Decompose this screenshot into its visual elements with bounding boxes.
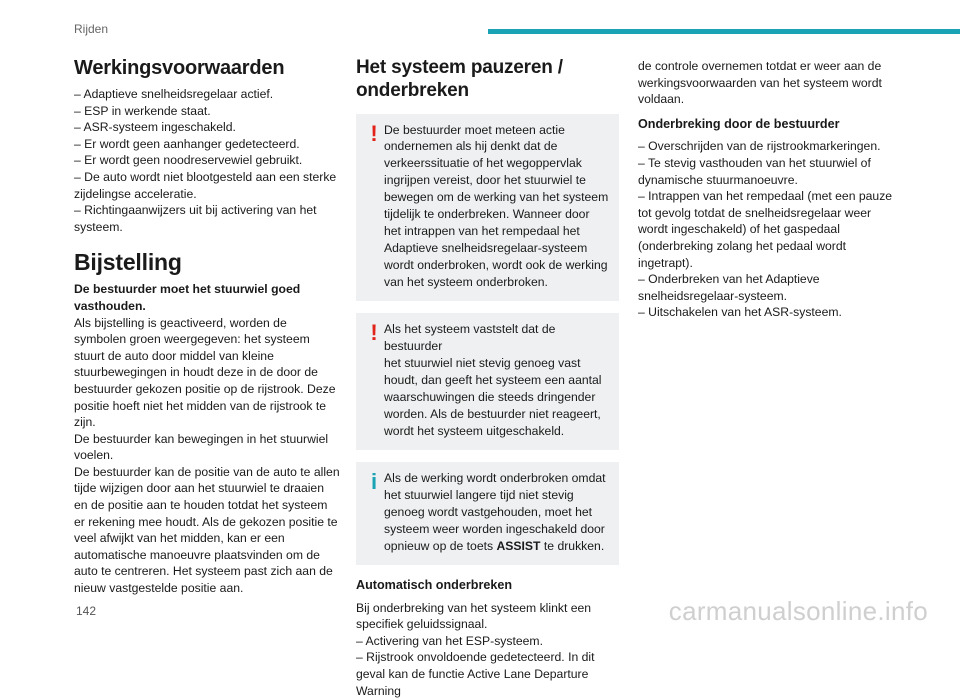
box-lead: De bestuurder moet meteen actie (384, 123, 565, 137)
column-middle (356, 56, 619, 699)
paragraph: Bij onderbreking van het systeem klinkt een specifiek geluidssignaal. (356, 600, 592, 632)
box-lead: Als het systeem vaststelt dat de bestuurder (384, 322, 556, 353)
list-item: – Uitschakelen van het ASR-systeem. (638, 305, 842, 320)
box-text: het stuurwiel niet stevig genoeg vast houdt, dan geeft het systeem een aantal waarschuwingen die steeds dringender worden. Als de bestuurder niet reageert, wordt het systeem uitgeschakeld. (384, 356, 602, 438)
list-item: – Er wordt geen noodreservewiel gebruikt. (74, 153, 303, 168)
column-left (74, 56, 340, 597)
list-item: – Intrappen van het rempedaal (met een pauze tot gevolg totdat de snelheidsregelaar weer wordt ingeschakeld) of het gaspedaal (onderbreking zolang het pedaal wordt ingetrapt). (638, 189, 893, 270)
subheading-automatisch: Automatisch onderbreken (356, 578, 513, 592)
warning-icon: ! (370, 320, 378, 345)
warning-box (356, 313, 619, 450)
paragraph: De bestuurder kan de positie van de auto te allen tijde wijzigen door aan het stuurwiel te draaien en de positie aan te houden totdat het systeem er rekening mee houdt. Als de gekozen positie te veel afwijkt van het midden, kan er een automatische manoeuvre plaatsvinden om de auto te centreren. Het systeem past zich aan de nieuw vastgestelde positie aan. (74, 464, 340, 596)
spacer (74, 235, 340, 249)
column-right (638, 58, 900, 321)
list-item: – Rijstrook onvoldoende gedetecteerd. In dit geval kan de functie Active Lane Departure Warning (356, 650, 595, 698)
warning-box (356, 114, 619, 301)
list-item: – ESP in werkende staat. (74, 103, 211, 118)
list-item: – Adaptieve snelheidsregelaar actief. (74, 87, 274, 101)
section-header: Rijden (74, 22, 109, 36)
list-item: – De auto wordt niet blootgesteld aan een sterke zijdelingse acceleratie. (74, 169, 337, 201)
list-item: – Overschrijden van de rijstrookmarkeringen. (638, 139, 881, 154)
info-box (356, 462, 619, 565)
list-item: – Activering van het ESP-systeem. (356, 633, 543, 648)
header-accent-bar (488, 29, 960, 34)
paragraph: De bestuurder kan bewegingen in het stuurwiel voelen. (74, 431, 329, 463)
list-item: – ASR-systeem ingeschakeld. (74, 120, 236, 135)
assist-key-label: ASSIST (496, 539, 541, 553)
box-text-pre: het stuurwiel langere tijd niet stevig genoeg wordt vastgehouden, moet het systeem weer worden ingeschakeld door opnieuw op de toets (384, 488, 605, 553)
list-item: – Richtingaanwijzers uit bij activering van het systeem. (74, 203, 317, 234)
list-item: – Er wordt geen aanhanger gedetecteerd. (74, 136, 300, 151)
watermark-text: carmanualsonline.info (668, 596, 928, 626)
conditions-list (74, 86, 340, 235)
continuation-text: de controle overnemen totdat er weer aan de werkingsvoorwaarden van het systeem wordt voldaan. (638, 59, 882, 107)
box-lead: Als de werking wordt onderbroken omdat (384, 471, 606, 485)
heading-bijstelling: Bijstelling (74, 249, 182, 276)
info-icon: i (370, 469, 378, 494)
paragraph: Als bijstelling is geactiveerd, worden de symbolen groen weergegeven: het systeem stuurt de auto door middel van kleine stuurbewegingen in houdt deze in de door de bestuurder gekozen positie op de rijstrook. Deze positie hoeft niet het midden van de rijstrook te zijn. (74, 315, 336, 430)
spacer (638, 108, 900, 116)
bold-intro: De bestuurder moet het stuurwiel goed vasthouden. (74, 282, 301, 313)
box-text-post: te drukken. (543, 539, 605, 553)
page-number: 142 (76, 604, 97, 618)
warning-icon: ! (370, 121, 378, 146)
subheading-onderbreking: Onderbreking door de bestuurder (638, 116, 840, 131)
box-text: ondernemen als hij denkt dat de verkeerssituatie of het wegoppervlak ingrijpen vereist, door het stuurwiel te bewegen om de werking van het systeem tijdelijk te onderbreken. Wanneer door het intrappen van het rempedaal het Adaptieve snelheidsregelaar-systeem wordt onderbroken, wordt ook de werking van het systeem onderbroken. (384, 139, 609, 289)
box-text (366, 487, 609, 555)
list-item: – Onderbreken van het Adaptieve snelheidsregelaar-systeem. (638, 272, 820, 303)
list-item: – Te stevig vasthouden van het stuurwiel of dynamische stuurmanoeuvre. (638, 155, 871, 187)
heading-pauzeren: Het systeem pauzeren / onderbreken (356, 57, 563, 101)
heading-werkingsvoorwaarden: Werkingsvoorwaarden (74, 57, 285, 79)
